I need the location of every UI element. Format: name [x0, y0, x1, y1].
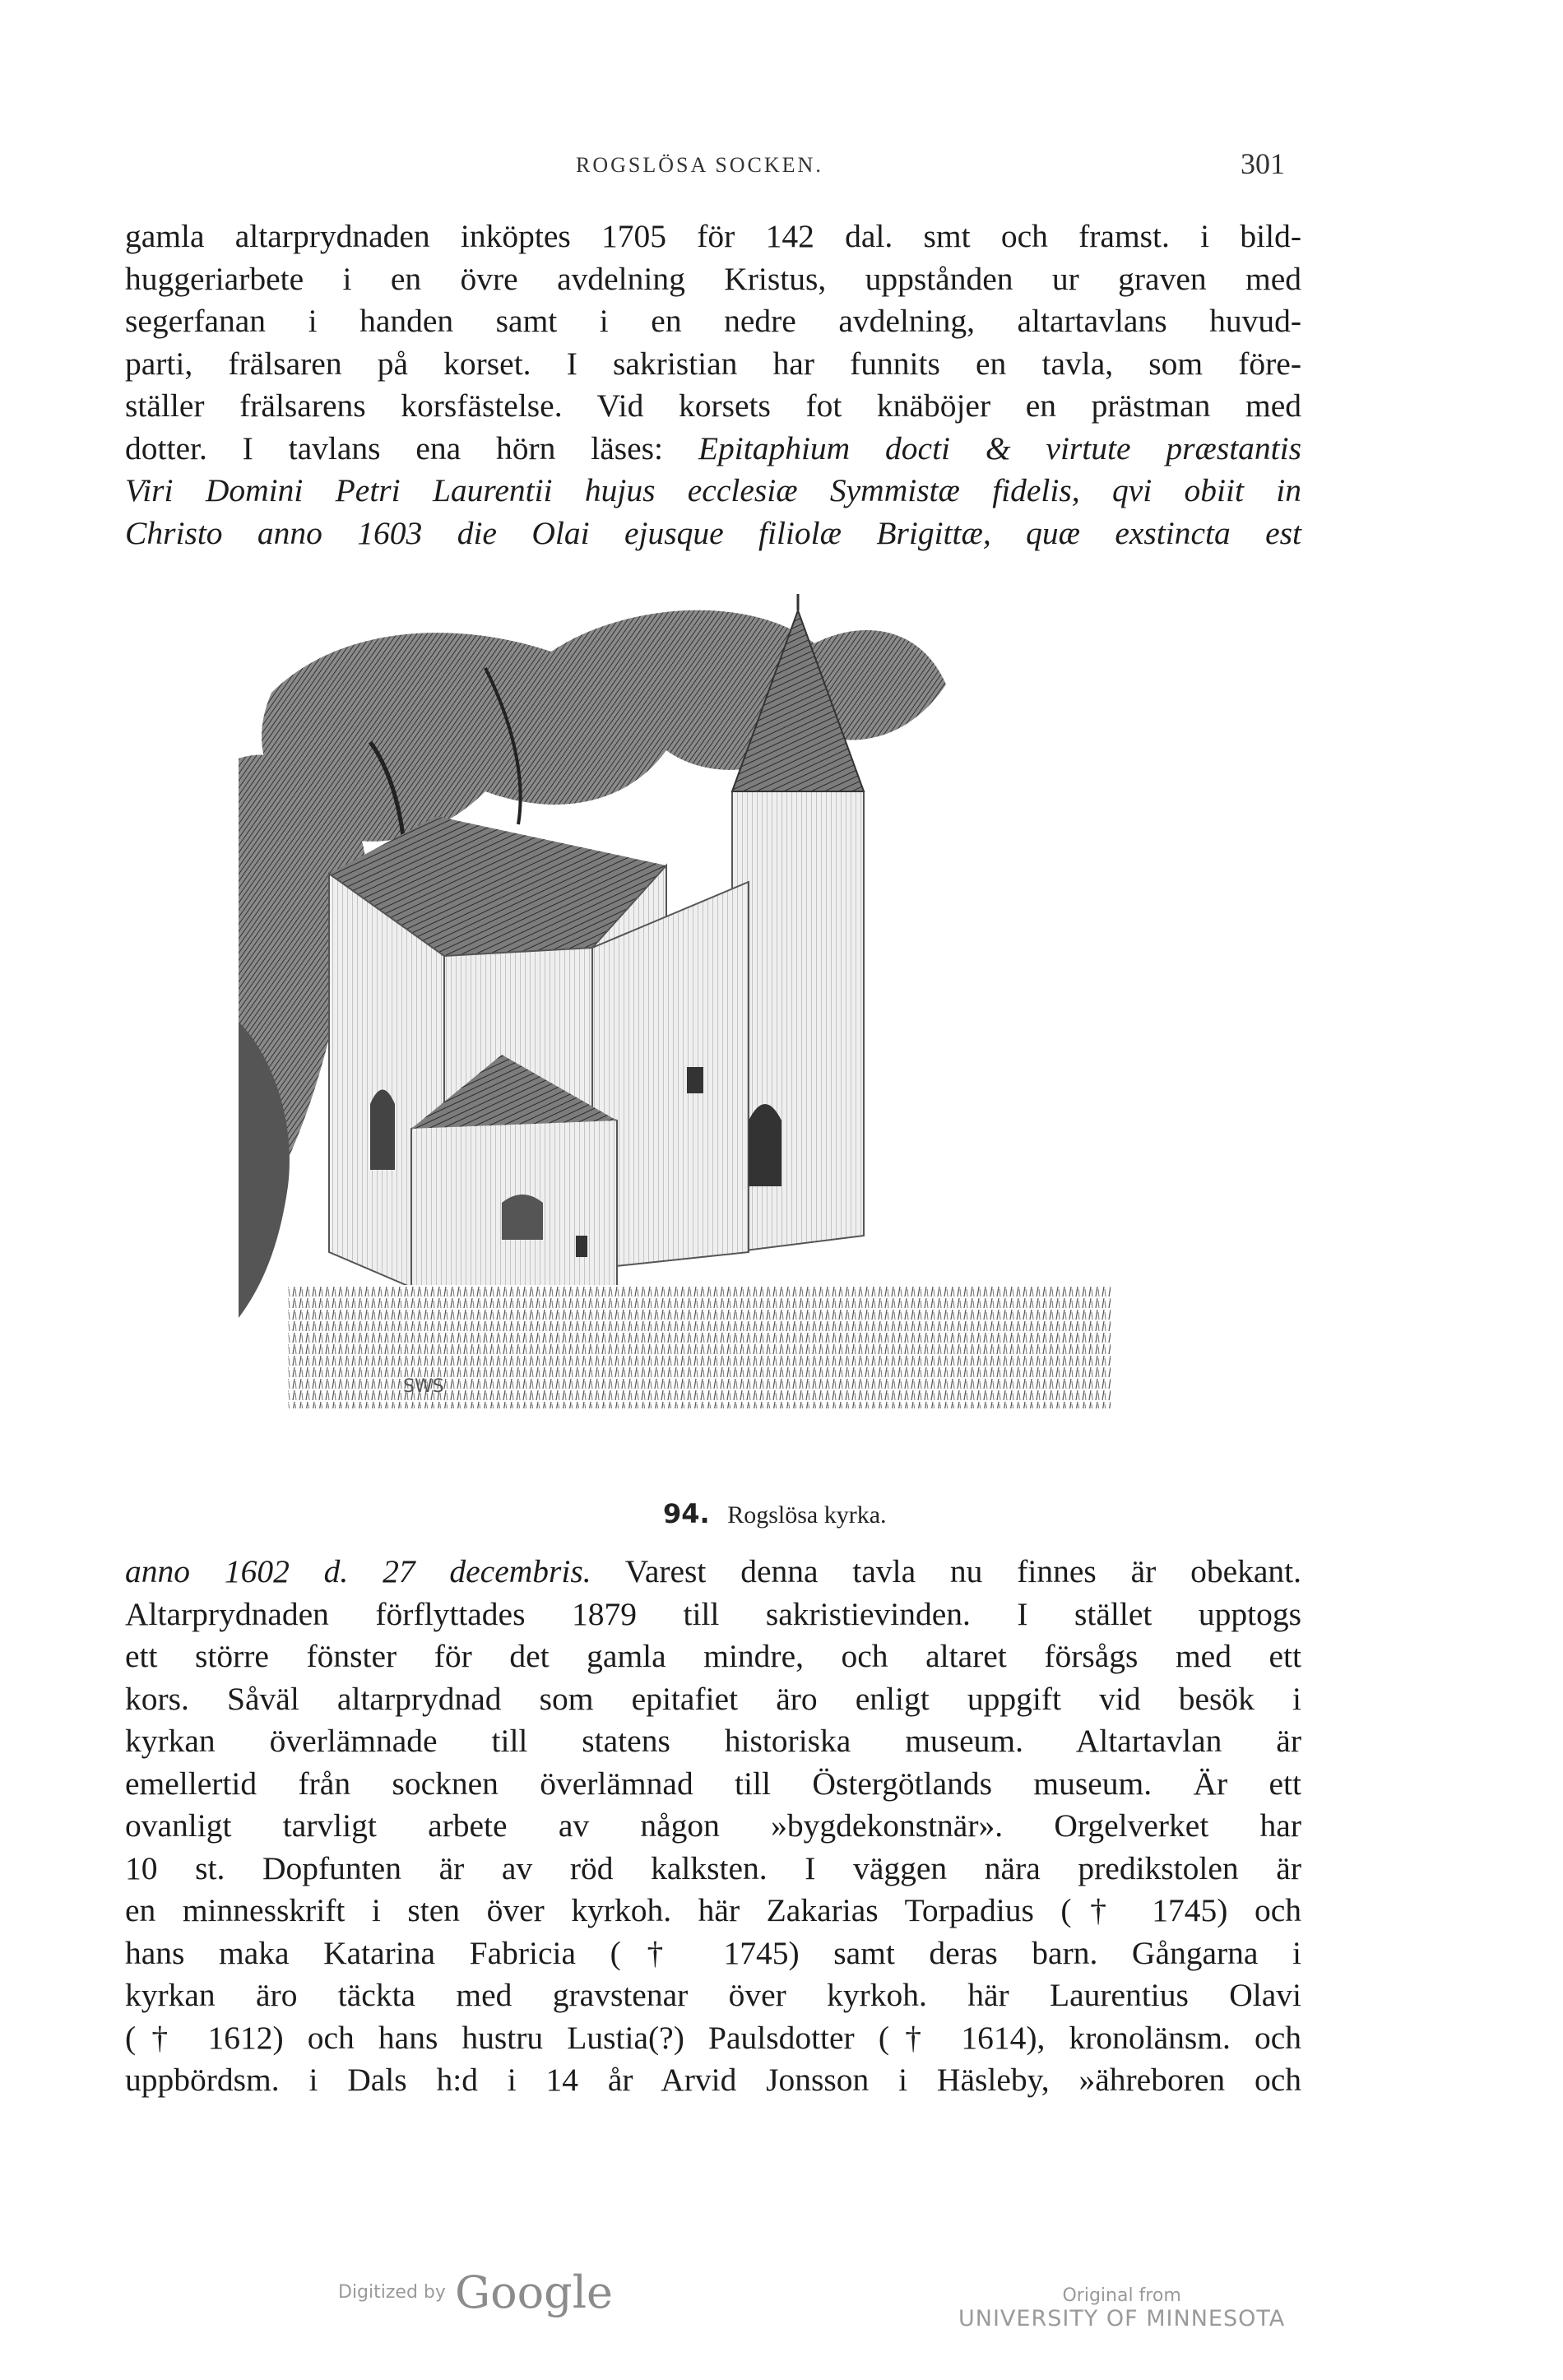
paragraph-bottom [125, 1551, 1301, 2102]
church-illustration [239, 594, 1160, 1454]
text-line [125, 1551, 1301, 1594]
text-line: huggeriarbete i en övre avdelning Kristus, uppstånden ur graven med [125, 260, 1301, 297]
page-number: 301 [1241, 147, 1285, 180]
latin-inscription: Christo anno 1603 die Olai ejusque filiolæ Brigittæ, quæ exstincta est [125, 514, 1301, 551]
text-line [125, 513, 1301, 555]
text-run: dotter. I tavlans ena hörn läses: [125, 429, 698, 466]
text-line: uppbördsm. i Dals h:d i 14 år Arvid Jonsson i Häsleby, »ähreboren och [125, 2062, 1301, 2098]
text-line: hans maka Katarina Fabricia († 1745) samt deras barn. Gångarna i [125, 1934, 1301, 1971]
text-line: kyrkan överlämnade till statens historiska museum. Altartavlan är [125, 1723, 1301, 1759]
library-attribution [958, 2285, 1285, 2331]
text-line: Altarprydnaden förflyttades 1879 till sakristievinden. I stället upptogs [125, 1595, 1301, 1632]
google-logo: Google [455, 2266, 613, 2318]
original-from-label: Original from [1062, 2285, 1181, 2306]
digitized-by-google [338, 2266, 613, 2318]
latin-inscription: Epitaphium docti & virtute præstantis [698, 429, 1302, 466]
university-name: UNIVERSITY OF MINNESOTA [958, 2306, 1286, 2331]
figure-caption [663, 1498, 887, 1529]
text-run: Varest denna tavla nu finnes är obekant. [591, 1553, 1301, 1589]
text-line [125, 470, 1301, 513]
latin-inscription: Viri Domini Petri Laurentii hujus ecclesiæ Symmistæ fidelis, qvi obiit in [125, 472, 1301, 508]
figure-caption-text: Rogslösa kyrka. [727, 1501, 887, 1529]
text-line: ovanligt tarvligt arbete av någon »bygdekonstnär». Orgelverket har [125, 1807, 1301, 1844]
text-line: gamla altarprydnaden inköptes 1705 för 142 dal. smt och framst. i bild- [125, 218, 1301, 254]
text-line: ett större fönster för det gamla mindre, och altaret försågs med ett [125, 1638, 1301, 1674]
text-line: kors. Såväl altarprydnad som epitafiet äro enligt uppgift vid besök i [125, 1680, 1301, 1717]
text-line [125, 428, 1301, 471]
text-line: († 1612) och hans hustru Lustia(?) Paulsdotter († 1614), kronolänsm. och [125, 2019, 1301, 2056]
text-line: segerfanan i handen samt i en nedre avdelning, altartavlans huvud- [125, 303, 1301, 339]
text-line: ställer frälsarens korsfästelse. Vid korsets fot knäböjer en prästman med [125, 387, 1301, 424]
running-head: ROGSLÖSA SOCKEN. [576, 153, 823, 177]
text-line: parti, frälsaren på korset. I sakristian har funnits en tavla, som före- [125, 345, 1301, 382]
text-line: kyrkan äro täckta med gravstenar över kyrkoh. här Laurentius Olavi [125, 1977, 1301, 2013]
paragraph-top [125, 216, 1301, 554]
text-line: 10 st. Dopfunten är av röd kalksten. I väggen nära predikstolen är [125, 1849, 1301, 1886]
text-line: en minnesskrift i sten över kyrkoh. här Zakarias Torpadius († 1745) och [125, 1892, 1301, 1928]
artist-signature: SWS [403, 1376, 444, 1397]
text-line: emellertid från socknen överlämnad till Östergötlands museum. Är ett [125, 1765, 1301, 1802]
digitized-by-label: Digitized by [338, 2282, 446, 2303]
figure-number: 94. [663, 1498, 710, 1529]
latin-inscription: anno 1602 d. 27 decembris. [125, 1553, 591, 1589]
